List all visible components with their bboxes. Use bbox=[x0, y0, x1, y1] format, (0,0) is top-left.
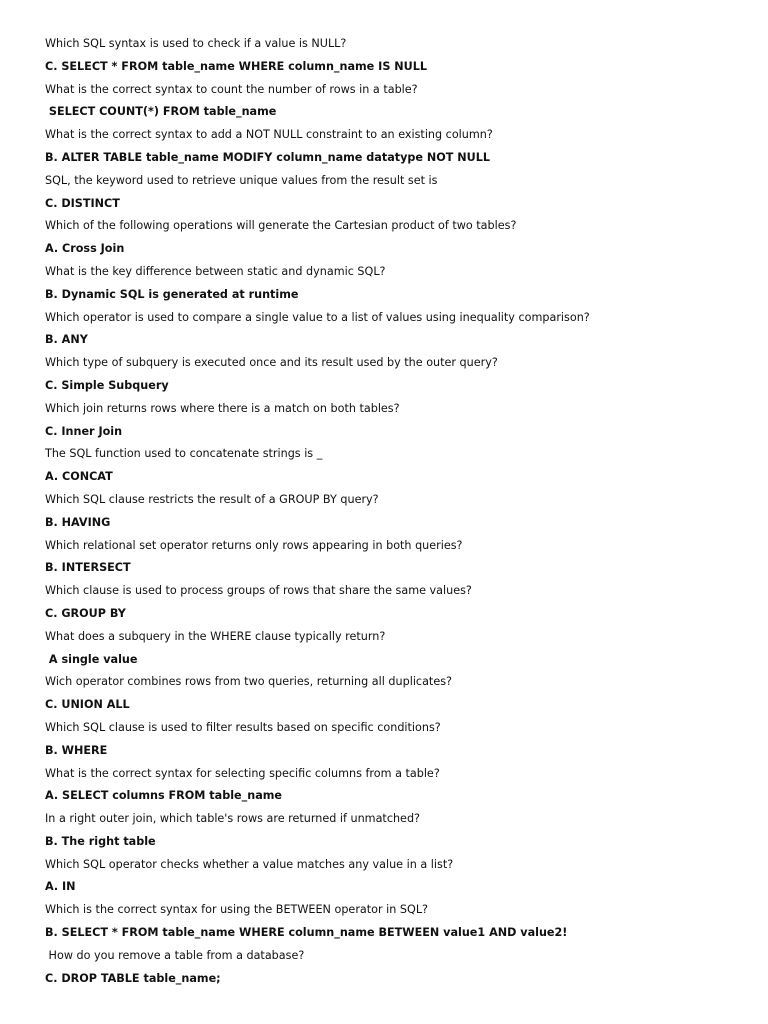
answer-text: A single value bbox=[45, 652, 138, 666]
answer-text: C. DISTINCT bbox=[45, 196, 120, 210]
question-text: What is the correct syntax for selecting specific columns from a table? bbox=[45, 766, 440, 780]
question-text: Which clause is used to process groups of rows that share the same values? bbox=[45, 584, 472, 598]
answer-text: SELECT COUNT(*) FROM table_name bbox=[45, 105, 277, 119]
answer-text: A. Cross Join bbox=[45, 242, 125, 256]
question-text: What is the key difference between static and dynamic SQL? bbox=[45, 264, 386, 278]
answer-text: C. Simple Subquery bbox=[45, 378, 169, 392]
question-text: What is the correct syntax to count the number of rows in a table? bbox=[45, 82, 418, 96]
answer-text: B. INTERSECT bbox=[45, 561, 131, 575]
question-text: The SQL function used to concatenate strings is _ bbox=[45, 447, 323, 461]
question-text: How do you remove a table from a database? bbox=[45, 948, 305, 962]
answer-text: B. ANY bbox=[45, 333, 88, 347]
question-text: What is the correct syntax to add a NOT NULL constraint to an existing column? bbox=[45, 128, 493, 142]
question-text: SQL, the keyword used to retrieve unique values from the result set is bbox=[45, 173, 438, 187]
answer-text: A. IN bbox=[45, 880, 76, 894]
answer-text: A. CONCAT bbox=[45, 470, 113, 484]
answer-text: B. SELECT * FROM table_name WHERE column_name BETWEEN value1 AND value2! bbox=[45, 926, 568, 940]
question-text: Which of the following operations will generate the Cartesian product of two tables? bbox=[45, 219, 517, 233]
question-text: Which SQL clause restricts the result of a GROUP BY query? bbox=[45, 492, 379, 506]
question-text: Which type of subquery is executed once and its result used by the outer query? bbox=[45, 356, 498, 370]
answer-text: C. UNION ALL bbox=[45, 698, 130, 712]
question-text: Which relational set operator returns only rows appearing in both queries? bbox=[45, 538, 463, 552]
question-text: Which SQL syntax is used to check if a value is NULL? bbox=[45, 37, 347, 50]
answer-text: C. SELECT * FROM table_name WHERE column_name IS NULL bbox=[45, 59, 427, 73]
question-text: What does a subquery in the WHERE clause typically return? bbox=[45, 629, 386, 643]
answer-text: B. The right table bbox=[45, 834, 156, 848]
question-text: Which SQL operator checks whether a value matches any value in a list? bbox=[45, 857, 454, 871]
question-text: Which SQL clause is used to filter results based on specific conditions? bbox=[45, 720, 441, 734]
document-page bbox=[45, 35, 745, 992]
answer-text: B. WHERE bbox=[45, 743, 108, 757]
answer-text: B. Dynamic SQL is generated at runtime bbox=[45, 287, 299, 301]
question-text: In a right outer join, which table's rows are returned if unmatched? bbox=[45, 812, 420, 826]
question-text: Wich operator combines rows from two queries, returning all duplicates? bbox=[45, 675, 452, 689]
answer-text: C. GROUP BY bbox=[45, 606, 126, 620]
question-text: Which join returns rows where there is a match on both tables? bbox=[45, 401, 400, 415]
answer-text: B. HAVING bbox=[45, 515, 111, 529]
answer-text: C. Inner Join bbox=[45, 424, 123, 438]
question-text: Which is the correct syntax for using the BETWEEN operator in SQL? bbox=[45, 903, 428, 917]
question-text: Which operator is used to compare a single value to a list of values using inequality comparison? bbox=[45, 310, 590, 324]
answer-text: C. DROP TABLE table_name; bbox=[45, 971, 221, 985]
answer-text: B. ALTER TABLE table_name MODIFY column_name datatype NOT NULL bbox=[45, 150, 490, 164]
answer-text: A. SELECT columns FROM table_name bbox=[45, 789, 282, 803]
